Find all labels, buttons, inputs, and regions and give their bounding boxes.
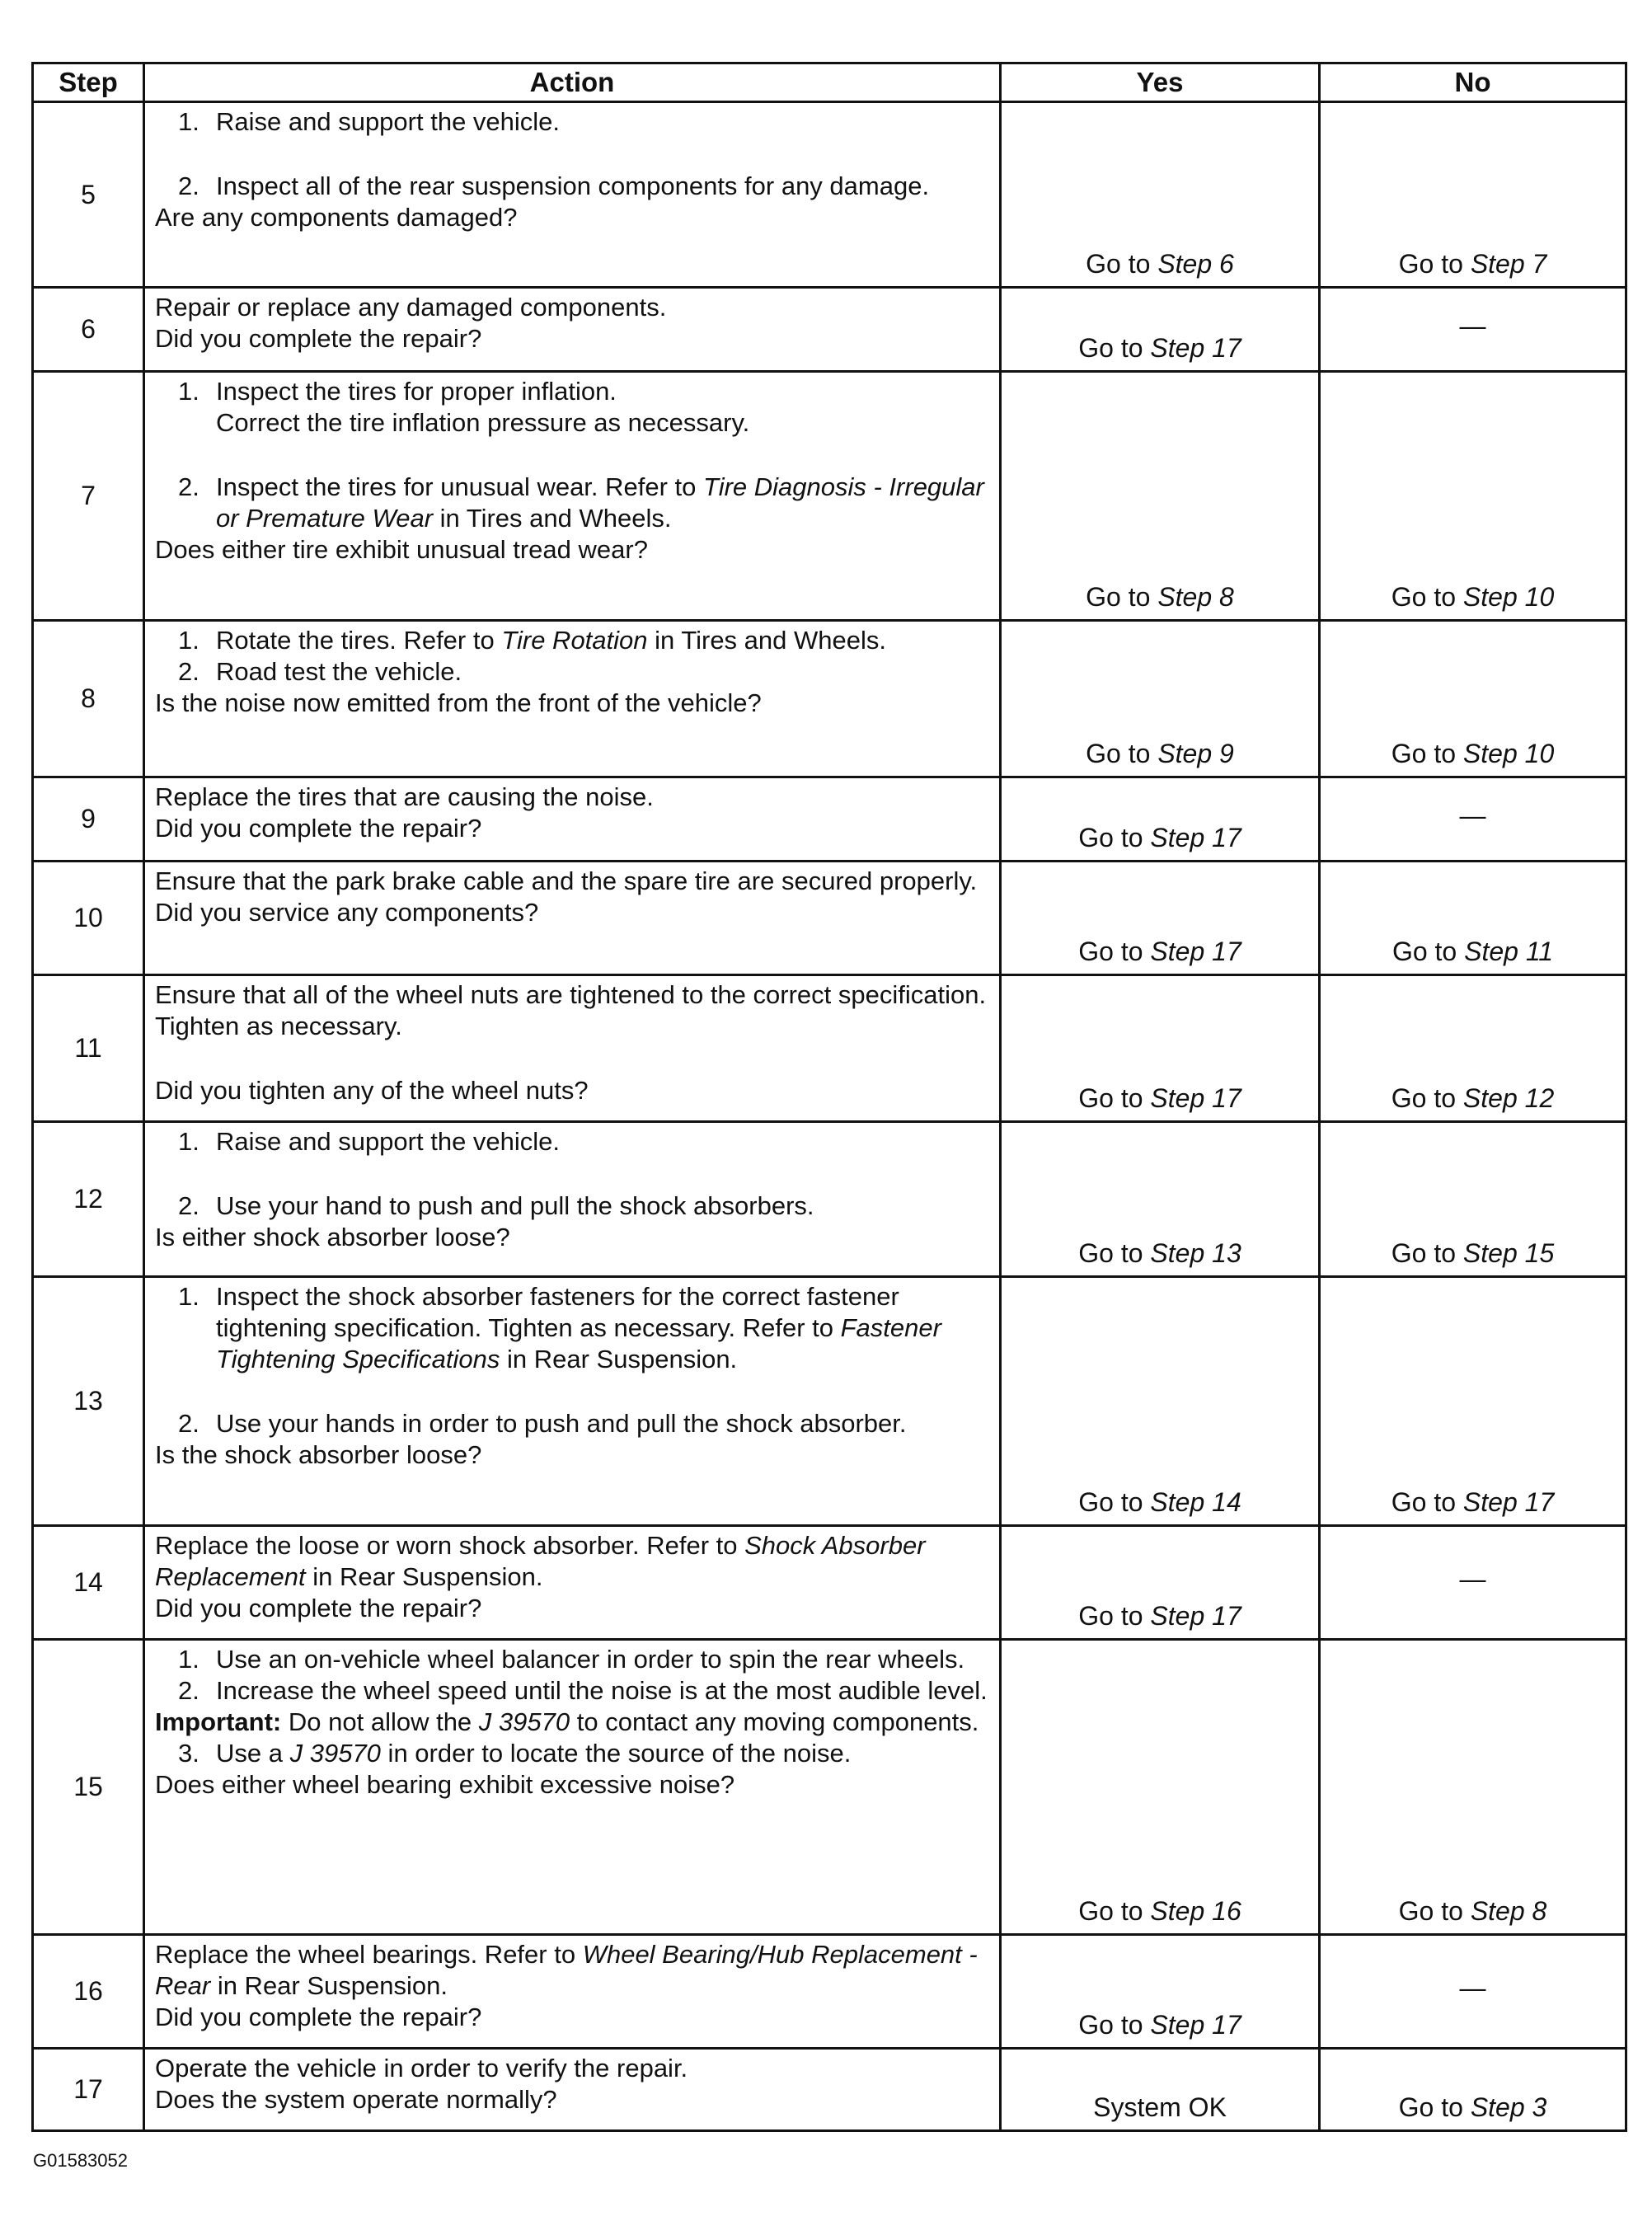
action-item: 1. Raise and support the vehicle. [178,107,561,136]
action-question: Did you service any components? [155,898,539,927]
action-cell [144,975,1001,1122]
action-question: Did you tighten any of the wheel nuts? [155,1076,589,1105]
action-question: Does either tire exhibit unusual tread wear? [155,535,648,564]
table-header-row [33,63,1626,102]
no-cell [1320,777,1626,862]
no-cell: Go to Step 15 [1320,1122,1626,1277]
yes-cell: Go to Step 17 [1001,288,1320,372]
action-item: 3. Use a J 39570 in order to locate the source of the noise. [178,1739,852,1768]
header-yes: Yes [1001,63,1320,102]
action-item: 1. Raise and support the vehicle. [178,1127,561,1156]
header-step: Step [33,63,144,102]
no-cell: Go to Step 8 [1320,1640,1626,1935]
step-number: 17 [33,2049,144,2131]
yes-cell: System OK [1001,2049,1320,2131]
step-number: 16 [33,1935,144,2049]
action-item: 2. Use your hand to push and pull the shock absorbers. [178,1191,814,1220]
yes-cell: Go to Step 17 [1001,862,1320,975]
no-cell [1320,1526,1626,1640]
action-cell [144,1122,1001,1277]
yes-cell: Go to Step 9 [1001,621,1320,777]
empty-dash: — [1459,311,1486,340]
action-question: Is the shock absorber loose? [155,1440,482,1469]
action-cell [144,372,1001,621]
action-cell [144,288,1001,372]
action-question: Is either shock absorber loose? [155,1223,510,1251]
yes-cell: Go to Step 17 [1001,777,1320,862]
action-cell [144,621,1001,777]
yes-cell: Go to Step 6 [1001,102,1320,288]
header-action: Action [144,63,1001,102]
no-cell: Go to Step 7 [1320,102,1626,288]
step-number: 11 [33,975,144,1122]
action-question: Does the system operate normally? [155,2085,557,2114]
table-row [33,2049,1626,2131]
diagnostic-table [31,62,1627,2132]
action-item: 2. Road test the vehicle. [178,657,462,686]
no-cell: Go to Step 12 [1320,975,1626,1122]
table-row [33,862,1626,975]
action-item: 2. Use your hands in order to push and pull the shock absorber. [178,1409,907,1438]
table-row [33,102,1626,288]
action-cell [144,1277,1001,1526]
step-number: 10 [33,862,144,975]
action-question: Did you complete the repair? [155,1594,482,1622]
yes-cell: Go to Step 17 [1001,1526,1320,1640]
action-question: Are any components damaged? [155,203,518,232]
empty-dash: — [1459,801,1486,830]
table-row [33,777,1626,862]
header-no: No [1320,63,1626,102]
action-item: 2. Inspect the tires for unusual wear. Refer to Tire Diagnosis - Irregular or Premature Wear in Tires and Wheels. [178,472,984,533]
empty-dash: — [1459,1564,1486,1594]
no-cell: Go to Step 17 [1320,1277,1626,1526]
table-row [33,1935,1626,2049]
table-row [33,1640,1626,1935]
yes-cell: Go to Step 17 [1001,1935,1320,2049]
action-cell [144,102,1001,288]
action-text: Replace the loose or worn shock absorber. Refer to Shock Absorber Replacement in Rear Suspension. [155,1531,926,1591]
table-row [33,288,1626,372]
figure-code: G01583052 [33,2150,128,2171]
empty-dash: — [1459,1973,1486,2003]
action-item: 1. Rotate the tires. Refer to Tire Rotation in Tires and Wheels. [178,626,886,655]
action-text: Ensure that the park brake cable and the spare tire are secured properly. [155,866,978,895]
action-text: Operate the vehicle in order to verify the repair. [155,2054,688,2082]
step-number: 15 [33,1640,144,1935]
yes-cell: Go to Step 14 [1001,1277,1320,1526]
action-question: Did you complete the repair? [155,2003,482,2031]
action-item: 1. Use an on-vehicle wheel balancer in order to spin the rear wheels. [178,1645,965,1674]
table-row [33,1277,1626,1526]
step-number: 13 [33,1277,144,1526]
step-number: 5 [33,102,144,288]
step-number: 6 [33,288,144,372]
step-number: 14 [33,1526,144,1640]
table-row [33,372,1626,621]
action-question: Does either wheel bearing exhibit excessive noise? [155,1770,735,1799]
action-item: 1. Inspect the shock absorber fasteners for the correct fastener tightening specification. Tighten as necessary. Refer to Fastener Tightening Specifications in Rear Suspension. [178,1282,941,1373]
table-row [33,1526,1626,1640]
action-text: Repair or replace any damaged components. [155,293,667,322]
step-number: 9 [33,777,144,862]
no-cell: Go to Step 10 [1320,621,1626,777]
action-cell [144,1935,1001,2049]
action-question: Did you complete the repair? [155,814,482,843]
no-cell: Go to Step 3 [1320,2049,1626,2131]
yes-cell: Go to Step 13 [1001,1122,1320,1277]
yes-cell: Go to Step 8 [1001,372,1320,621]
action-text: Ensure that all of the wheel nuts are tightened to the correct specification. Tighten as necessary. [155,980,987,1040]
action-item: 1. Inspect the tires for proper inflation. Correct the tire inflation pressure as necessary. [178,377,750,437]
important-note: Important: Do not allow the J 39570 to contact any moving components. [155,1707,979,1736]
action-question: Is the noise now emitted from the front of the vehicle? [155,688,762,717]
action-cell [144,862,1001,975]
step-number: 7 [33,372,144,621]
action-cell [144,1640,1001,1935]
no-cell [1320,288,1626,372]
action-text: Replace the wheel bearings. Refer to Wheel Bearing/Hub Replacement - Rear in Rear Suspension. [155,1940,978,2000]
action-item: 2. Inspect all of the rear suspension components for any damage. [178,171,930,200]
yes-cell: Go to Step 17 [1001,975,1320,1122]
table-row [33,1122,1626,1277]
step-number: 8 [33,621,144,777]
table-row [33,621,1626,777]
no-cell [1320,1935,1626,2049]
action-question: Did you complete the repair? [155,324,482,353]
no-cell: Go to Step 10 [1320,372,1626,621]
action-cell [144,777,1001,862]
yes-cell: Go to Step 16 [1001,1640,1320,1935]
table-row [33,975,1626,1122]
step-number: 12 [33,1122,144,1277]
action-cell [144,2049,1001,2131]
action-text: Replace the tires that are causing the noise. [155,782,654,811]
action-item: 2. Increase the wheel speed until the noise is at the most audible level. [178,1676,988,1705]
action-cell [144,1526,1001,1640]
no-cell: Go to Step 11 [1320,862,1626,975]
